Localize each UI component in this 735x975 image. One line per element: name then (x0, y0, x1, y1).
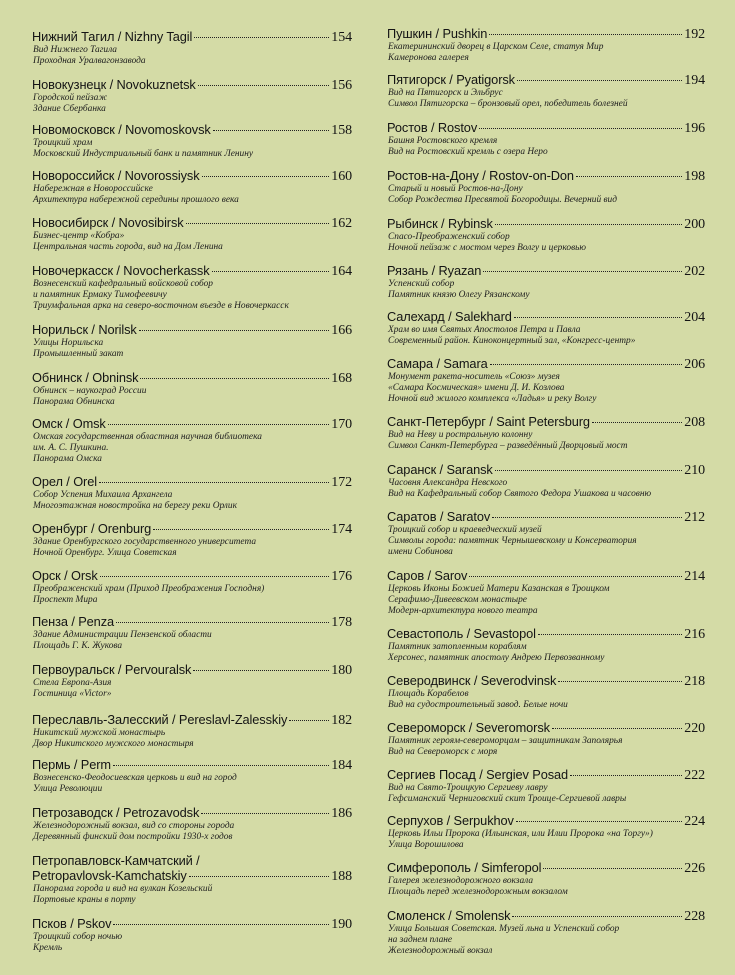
photo-caption: имени Собинова (388, 547, 453, 557)
dot-leader (495, 470, 683, 471)
photo-caption: Храм во имя Святых Апостолов Петра и Павла (388, 325, 581, 335)
city-name: Североморск / Severomorsk (387, 720, 550, 735)
dot-leader (517, 80, 682, 81)
toc-entry-heading (32, 805, 352, 821)
photo-caption: Камеронова галерея (388, 53, 469, 63)
toc-entry[interactable] (387, 767, 705, 805)
city-name: Самара / Samara (387, 356, 488, 371)
city-name: Саратов / Saratov (387, 509, 491, 524)
toc-entry[interactable] (387, 120, 705, 158)
dot-leader (116, 622, 329, 623)
page-number: 214 (684, 569, 705, 584)
photo-caption: и памятник Ермаку Тимофеевичу (33, 290, 167, 300)
dot-leader (198, 85, 330, 86)
city-name: Новосибирск / Novosibirsk (32, 215, 184, 230)
toc-entry-heading (32, 168, 352, 184)
dot-leader (289, 720, 329, 721)
dot-leader (558, 681, 682, 682)
toc-entry-title-line (32, 853, 352, 868)
toc-entry[interactable] (32, 805, 352, 843)
page-number: 194 (684, 73, 705, 88)
photo-caption: Собор Успения Михаила Архангела (33, 490, 173, 500)
toc-entry[interactable] (32, 416, 352, 465)
dot-leader (469, 576, 682, 577)
toc-entry[interactable] (32, 215, 352, 253)
toc-entry-heading (387, 720, 705, 736)
photo-caption: Площадь Г. К. Жукова (33, 641, 123, 651)
city-name: Пятигорск / Pyatigorsk (387, 72, 515, 87)
toc-entry-heading (387, 414, 705, 430)
photo-caption: Памятник князю Олегу Рязанскому (388, 290, 530, 300)
photo-caption: Кремль (33, 943, 63, 953)
page-number: 172 (331, 475, 352, 490)
photo-caption: Памятник затопленным кораблям (388, 642, 527, 652)
photo-caption: им. А. С. Пушкина. (33, 443, 109, 453)
page-number: 192 (684, 27, 705, 42)
page-number: 154 (331, 30, 352, 45)
toc-entry[interactable] (32, 757, 352, 795)
city-name: Первоуральск / Pervouralsk (32, 662, 192, 677)
toc-entry[interactable] (32, 712, 352, 750)
photo-caption: Памятник героям-североморцам – защитникам Заполярья (388, 736, 623, 746)
dot-leader (483, 271, 682, 272)
city-name: Новочеркасск / Novocherkassk (32, 263, 210, 278)
dot-leader (213, 130, 330, 131)
photo-caption: на заднем плане (388, 935, 453, 945)
page-number: 226 (684, 861, 705, 876)
city-name: Ростов-на-Дону / Rostov-on-Don (387, 168, 574, 183)
dot-leader (552, 728, 682, 729)
page-number: 156 (331, 78, 352, 93)
toc-entry-heading (32, 370, 352, 386)
photo-caption: Здание Сбербанка (33, 104, 106, 114)
photo-caption: Современный район. Киноконцертный зал, «Конгресс-центр» (388, 336, 636, 346)
toc-entry[interactable] (387, 356, 705, 405)
dot-leader (113, 924, 329, 925)
city-name: Симферополь / Simferopol (387, 860, 542, 875)
photo-caption: Галерея железнодорожного вокзала (388, 876, 534, 886)
photo-caption: Вид на Свято-Троицкую Сергиеву лавру (388, 783, 548, 793)
photo-caption: Вид на судостроительный завод. Белые ночи (388, 700, 568, 710)
photo-caption: Модерн-архитектура нового театра (388, 606, 538, 616)
dot-leader (108, 424, 330, 425)
city-name: Ростов / Rostov (387, 120, 478, 135)
toc-entry-heading (387, 767, 705, 783)
photo-caption: Символ Пятигорска – бронзовый орел, победитель болезней (388, 99, 628, 109)
dot-leader (99, 482, 329, 483)
toc-entry[interactable] (32, 662, 352, 700)
photo-caption: Архитектура набережной середины прошлого века (33, 195, 239, 205)
dot-leader (490, 364, 683, 365)
dot-leader (479, 128, 682, 129)
page-number: 174 (331, 522, 352, 537)
photo-caption: Московский Индустриальный банк и памятник Ленину (33, 149, 254, 159)
dot-leader (186, 223, 330, 224)
dot-leader (189, 876, 330, 877)
photo-caption: Площадь Корабелов (388, 689, 469, 699)
photo-caption: Триумфальная арка на северо-восточном въезде в Новочеркасск (33, 301, 289, 311)
page-number: 222 (684, 768, 705, 783)
photo-caption: Вид на Североморск с моря (388, 747, 498, 757)
photo-caption: Монумент ракета-носитель «Союз» музея (388, 372, 560, 382)
toc-entry-heading (32, 916, 352, 932)
photo-caption: Улица Большая Советская. Музей льна и Успенский собор (388, 924, 620, 934)
dot-leader (570, 775, 682, 776)
photo-caption: Троицкий храм (33, 138, 93, 148)
city-name: Новокузнецк / Novokuznetsk (32, 77, 196, 92)
city-name: Серпухов / Serpukhov (387, 813, 514, 828)
photo-caption: Вид Нижнего Тагила (33, 45, 117, 55)
page-number: 220 (684, 721, 705, 736)
city-name: Северодвинск / Severodvinsk (387, 673, 557, 688)
page-number: 200 (684, 217, 705, 232)
toc-entry[interactable] (387, 568, 705, 617)
toc-entry-heading (387, 813, 705, 829)
city-name: Оренбург / Orenburg (32, 521, 152, 536)
photo-caption: Церковь Ильи Пророка (Ильинская, или Илии Пророка «на Торгу») (388, 829, 653, 839)
city-name: Омск / Omsk (32, 416, 106, 431)
photo-caption: Спасо-Преображенский собор (388, 232, 510, 242)
dot-leader (538, 634, 682, 635)
photo-caption: Многоэтажная новостройка на берегу реки Орлик (33, 501, 237, 511)
page-number: 164 (331, 264, 352, 279)
page-number: 176 (331, 569, 352, 584)
page-number: 170 (331, 417, 352, 432)
photo-caption: Площадь перед железнодорожным вокзалом (388, 887, 568, 897)
photo-caption: Екатерининский дворец в Царском Селе, статуя Мир (388, 42, 604, 52)
photo-caption: Символы города: памятник Чернышевскому и Консерватория (388, 536, 637, 546)
city-name: Рыбинск / Rybinsk (387, 216, 493, 231)
toc-entry-heading (32, 263, 352, 279)
photo-caption: Стела Европа-Азия (33, 678, 112, 688)
photo-caption: Улица Ворошилова (388, 840, 464, 850)
dot-leader (512, 916, 682, 917)
toc-entry[interactable] (32, 614, 352, 652)
toc-entry[interactable] (387, 72, 705, 110)
photo-caption: Церковь Иконы Божией Матери Казанская в Троицком (388, 584, 610, 594)
photo-caption: Панорама Омска (33, 454, 102, 464)
page-number: 204 (684, 310, 705, 325)
toc-entry-heading (387, 626, 705, 642)
photo-caption: Городской пейзаж (33, 93, 108, 103)
city-name: Смоленск / Smolensk (387, 908, 511, 923)
dot-leader (194, 37, 329, 38)
city-name: Сергиев Посад / Sergiev Posad (387, 767, 569, 782)
city-name: Петропавловск-Камчатский / (32, 853, 200, 868)
toc-entry-heading (32, 29, 352, 45)
dot-leader (201, 813, 329, 814)
toc-entry-heading (387, 673, 705, 689)
page-number: 198 (684, 169, 705, 184)
city-name: Petropavlovsk-Kamchatskiy (32, 868, 187, 883)
page-number: 206 (684, 357, 705, 372)
page-number: 224 (684, 814, 705, 829)
page-number: 218 (684, 674, 705, 689)
photo-caption: Вид на Неву и ростральную колонну (388, 430, 533, 440)
page-number: 196 (684, 121, 705, 136)
photo-caption: Улицы Норильска (33, 338, 104, 348)
toc-entry-heading (387, 263, 705, 279)
toc-entry-heading (32, 614, 352, 630)
page-number: 166 (331, 323, 352, 338)
photo-caption: Никитский мужской монастырь (33, 728, 166, 738)
city-name: Пермь / Perm (32, 757, 111, 772)
toc-entry-heading (32, 868, 352, 884)
city-name: Саранск / Saransk (387, 462, 493, 477)
page-number: 162 (331, 216, 352, 231)
photo-caption: Гефсиманский Черниговский скит Троице-Сергиевой лавры (388, 794, 627, 804)
photo-caption: Обнинск – наукоград России (33, 386, 147, 396)
page-number: 210 (684, 463, 705, 478)
photo-caption: Центральная часть города, вид на Дом Ленина (33, 242, 223, 252)
photo-caption: Проходная Уралвагонзавода (33, 56, 146, 66)
city-name: Нижний Тагил / Nizhny Tagil (32, 29, 193, 44)
dot-leader (495, 224, 683, 225)
city-name: Орел / Orel (32, 474, 97, 489)
photo-caption: Улица Революции (33, 784, 103, 794)
toc-entry-heading (387, 216, 705, 232)
toc-entry-heading (387, 908, 705, 924)
toc-entry-heading (32, 757, 352, 773)
toc-entry[interactable] (387, 462, 705, 500)
toc-entry[interactable] (387, 26, 705, 64)
page-number: 180 (331, 663, 352, 678)
toc-entry[interactable] (387, 168, 705, 206)
toc-entry[interactable] (32, 77, 352, 115)
page-number: 178 (331, 615, 352, 630)
dot-leader (592, 422, 682, 423)
toc-entry[interactable] (32, 521, 352, 559)
toc-entry-heading (32, 322, 352, 338)
photo-caption: Вознесенский кафедральный войсковой собор (33, 279, 213, 289)
page-number: 228 (684, 909, 705, 924)
toc-entry[interactable] (32, 916, 352, 954)
toc-entry-heading (32, 662, 352, 678)
photo-caption: Ночной Оренбург. Улица Советская (33, 548, 177, 558)
toc-entry-heading (32, 77, 352, 93)
photo-caption: Двор Никитского мужского монастыря (33, 739, 194, 749)
photo-caption: Вид на Ростовский кремль с озера Неро (388, 147, 548, 157)
toc-entry-heading (387, 356, 705, 372)
city-name: Обнинск / Obninsk (32, 370, 139, 385)
photo-caption: «Самара Космическая» имени Д. И. Козлова (388, 383, 565, 393)
dot-leader (202, 176, 330, 177)
page-number: 160 (331, 169, 352, 184)
city-name: Новороссийск / Novorossiysk (32, 168, 200, 183)
photo-caption: Преображенский храм (Приход Преображения Господня) (33, 584, 265, 594)
photo-caption: Херсонес, памятник апостолу Андрею Первозванному (388, 653, 605, 663)
photo-caption: Часовня Александра Невского (388, 478, 508, 488)
page-number: 186 (331, 806, 352, 821)
photo-caption: Промышленный закат (33, 349, 124, 359)
toc-entry-heading (387, 120, 705, 136)
city-name: Орск / Orsk (32, 568, 98, 583)
page-number: 190 (331, 917, 352, 932)
toc-entry[interactable] (387, 673, 705, 711)
page-number: 158 (331, 123, 352, 138)
dot-leader (153, 529, 329, 530)
photo-caption: Гостиница «Victor» (33, 689, 112, 699)
toc-entry-heading (32, 712, 352, 728)
toc-entry-heading (32, 521, 352, 537)
toc-entry[interactable] (32, 853, 352, 906)
toc-entry-heading (387, 26, 705, 42)
toc-entry[interactable] (32, 322, 352, 360)
toc-entry[interactable] (32, 29, 352, 67)
toc-entry-heading (387, 72, 705, 88)
city-name: Переславль-Залесский / Pereslavl-Zalesskiy (32, 712, 288, 727)
photo-caption: Успенский собор (388, 279, 455, 289)
dot-leader (576, 176, 682, 177)
dot-leader (489, 34, 682, 35)
page-number: 212 (684, 510, 705, 525)
toc-entry[interactable] (387, 263, 705, 301)
photo-caption: Деревянный финский дом постройки 1930-х годов (33, 832, 233, 842)
photo-caption: Омская государственная областная научная библиотека (33, 432, 262, 442)
photo-caption: Символ Санкт-Петербурга – разведённый Дворцовый мост (388, 441, 628, 451)
toc-entry-heading (387, 309, 705, 325)
toc-entry[interactable] (32, 568, 352, 606)
toc-entry[interactable] (32, 370, 352, 408)
photo-caption: Серафимо-Дивеевском монастыре (388, 595, 527, 605)
photo-caption: Вид на Кафедральный собор Святого Федора Ушакова и часовню (388, 489, 652, 499)
photo-caption: Панорама города и вид на вулкан Козельский (33, 884, 213, 894)
toc-entry-heading (387, 168, 705, 184)
photo-caption: Вид на Пятигорск и Эльбрус (388, 88, 503, 98)
photo-caption: Башня Ростовского кремля (388, 136, 498, 146)
page-number: 202 (684, 264, 705, 279)
toc-entry-heading (387, 462, 705, 478)
toc-entry-heading (32, 474, 352, 490)
page-number: 184 (331, 758, 352, 773)
toc-entry[interactable] (387, 813, 705, 851)
dot-leader (139, 330, 330, 331)
toc-entry[interactable] (387, 720, 705, 758)
dot-leader (492, 517, 682, 518)
photo-caption: Ночной пейзаж с мостом через Волгу и церковью (388, 243, 587, 253)
photo-caption: Бизнес-центр «Кобра» (33, 231, 125, 241)
toc-entry-heading (32, 215, 352, 231)
toc-entry[interactable] (387, 626, 705, 664)
photo-caption: Здание Администрации Пензенской области (33, 630, 212, 640)
dot-leader (193, 670, 329, 671)
photo-caption: Железнодорожный вокзал (388, 946, 493, 956)
page-number: 216 (684, 627, 705, 642)
city-name: Петрозаводск / Petrozavodsk (32, 805, 200, 820)
dot-leader (140, 378, 329, 379)
photo-caption: Панорама Обнинска (33, 397, 115, 407)
toc-entry-heading (32, 122, 352, 138)
dot-leader (100, 576, 330, 577)
page-number: 182 (331, 713, 352, 728)
dot-leader (543, 868, 682, 869)
photo-caption: Набережная в Новороссийске (33, 184, 153, 194)
city-name: Рязань / Ryazan (387, 263, 482, 278)
toc-entry-heading (387, 860, 705, 876)
city-name: Санкт-Петербург / Saint Petersburg (387, 414, 590, 429)
photo-caption: Собор Рождества Пресвятой Богородицы. Вечерний вид (388, 195, 617, 205)
city-name: Пушкин / Pushkin (387, 26, 488, 41)
toc-entry[interactable] (387, 509, 705, 558)
city-name: Севастополь / Sevastopol (387, 626, 536, 641)
page-number: 188 (331, 869, 352, 884)
toc-entry[interactable] (387, 309, 705, 347)
photo-caption: Вознесенско-Феодосиевская церковь и вид на город (33, 773, 237, 783)
photo-caption: Ночной вид жилого комплекса «Ладья» и реку Волгу (388, 394, 597, 404)
toc-entry[interactable] (387, 414, 705, 452)
photo-caption: Железнодорожный вокзал, вид со стороны города (33, 821, 235, 831)
dot-leader (113, 765, 329, 766)
toc-entry-heading (32, 568, 352, 584)
city-name: Новомосковск / Novomoskovsk (32, 122, 211, 137)
toc-entry[interactable] (387, 860, 705, 898)
page-number: 168 (331, 371, 352, 386)
toc-entry[interactable] (32, 168, 352, 206)
dot-leader (212, 271, 330, 272)
toc-entry-heading (387, 509, 705, 525)
photo-caption: Здание Оренбургского государственного университета (33, 537, 257, 547)
toc-entry[interactable] (32, 263, 352, 312)
toc-entry[interactable] (32, 122, 352, 160)
toc-entry[interactable] (387, 216, 705, 254)
toc-entry[interactable] (32, 474, 352, 512)
city-name: Норильск / Norilsk (32, 322, 137, 337)
page-number: 208 (684, 415, 705, 430)
photo-caption: Портовые краны в порту (33, 895, 136, 905)
city-name: Салехард / Salekhard (387, 309, 512, 324)
city-name: Пенза / Penza (32, 614, 115, 629)
city-name: Саров / Sarov (387, 568, 468, 583)
toc-entry-heading (32, 416, 352, 432)
dot-leader (516, 821, 682, 822)
photo-caption: Старый и новый Ростов-на-Дону (388, 184, 523, 194)
dot-leader (514, 317, 683, 318)
toc-entry-heading (387, 568, 705, 584)
city-name: Псков / Pskov (32, 916, 112, 931)
toc-entry[interactable] (387, 908, 705, 957)
photo-caption: Проспект Мира (33, 595, 98, 605)
photo-caption: Троицкий собор ночью (33, 932, 123, 942)
photo-caption: Троицкий собор и краеведческий музей (388, 525, 542, 535)
